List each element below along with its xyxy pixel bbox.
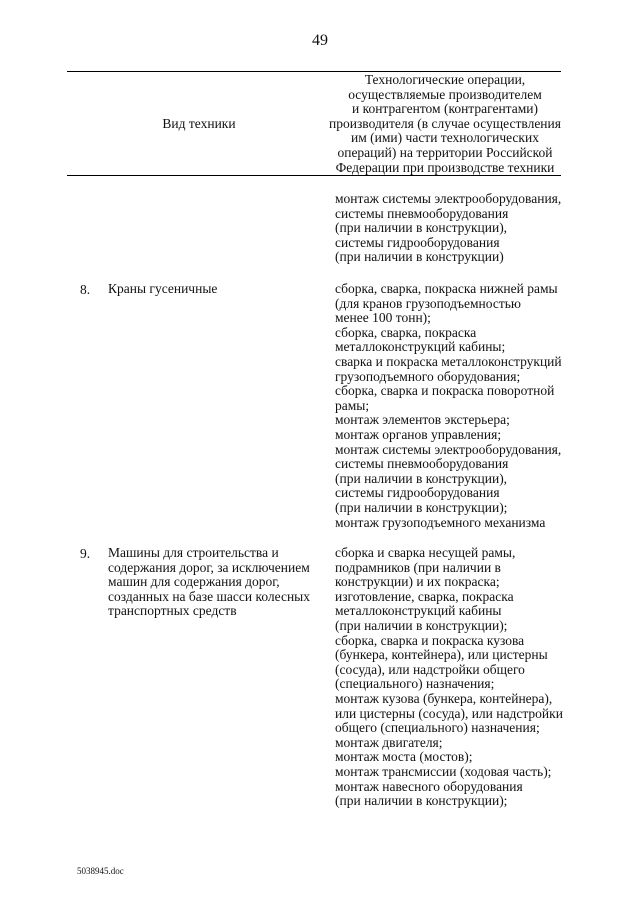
operation-line: системы пневмооборудования [335, 456, 509, 472]
operation-line: (при наличии в конструкции); [335, 499, 508, 515]
operation-line: конструкции) и их покраска; [335, 574, 500, 590]
operation-line: монтаж органов управления; [335, 426, 502, 442]
operation-line: монтаж навесного оборудования [335, 778, 523, 794]
name-line: транспортных средств [108, 603, 237, 619]
operation-line: рамы; [335, 397, 370, 413]
operation-line: монтаж трансмиссии (ходовая часть); [335, 763, 552, 779]
header-line: и контрагентом (контрагентами) [351, 101, 538, 117]
row-equipment-name [108, 545, 311, 619]
operation-line: менее 100 тонн); [335, 310, 431, 326]
operation-line: монтаж системы электрооборудования, [335, 441, 562, 457]
header-line: операций) на территории Российской [337, 144, 553, 160]
operation-line: (при наличии в конструкции); [335, 617, 508, 633]
operation-line: сборка, сварка и покраска поворотной [335, 383, 555, 399]
row-number: 8. [80, 282, 91, 297]
operation-line: (при наличии в конструкции) [335, 249, 504, 265]
operation-line: сварка и покраска металлоконструкций [335, 353, 562, 369]
operation-line: (для кранов грузоподъемностью [335, 295, 521, 311]
operation-line: подрамников (при наличии в [335, 559, 501, 575]
operation-line: монтаж двигателя; [335, 734, 443, 750]
table-header-rule [67, 175, 561, 176]
operation-line: сборка, сварка, покраска [335, 324, 477, 340]
operation-line: металлоконструкций кабины [335, 603, 502, 619]
operation-line: или цистерны (сосуда), или надстройки [335, 705, 563, 721]
name-line: машин для содержания дорог, [108, 574, 280, 590]
header-column-operations [328, 73, 562, 175]
page-number: 49 [312, 32, 328, 49]
operation-line: общего (специального) назначения; [335, 720, 540, 736]
header-line: производителя (в случае осуществления [329, 115, 561, 131]
header-column-equipment-type: Вид техники [162, 116, 236, 131]
operation-line: монтаж кузова (бункера, контейнера), [335, 690, 553, 706]
operation-line: (специального) назначения; [335, 676, 495, 692]
operation-line: сборка, сварка, покраска нижней рамы [335, 281, 558, 296]
name-line: Краны гусеничные [108, 281, 218, 296]
operation-line: (при наличии в конструкции), [335, 470, 508, 486]
operation-line: (сосуда), или надстройки общего [335, 661, 525, 677]
name-line: созданных на базе шасси колесных [108, 588, 311, 604]
header-line: им (ими) части технологических [351, 130, 539, 146]
operation-line: (при наличии в конструкции); [335, 793, 508, 809]
operation-line: изготовление, сварка, покраска [335, 588, 514, 604]
operation-line: (бункера, контейнера), или цистерны [335, 647, 548, 663]
header-line: Технологические операции, [364, 72, 526, 87]
row-operations [335, 282, 570, 530]
operation-line: монтаж системы электрооборудования, [335, 191, 562, 206]
operation-line: сборка и сварка несущей рамы, [335, 545, 516, 560]
operation-line: монтаж элементов экстерьера; [335, 412, 510, 428]
operation-line: монтаж грузоподъемного механизма [335, 514, 546, 530]
operation-line: грузоподъемного оборудования; [335, 368, 521, 384]
footer-filename: 5038945.doc [77, 866, 124, 876]
operation-line: сборка, сварка и покраска кузова [335, 632, 525, 648]
operation-line: металлоконструкций кабины; [335, 339, 506, 355]
continuation-operations [335, 192, 570, 265]
row-operations [335, 546, 570, 809]
name-line: Машины для строительства и [108, 545, 279, 560]
operation-line: системы гидрооборудования [335, 485, 500, 501]
row-equipment-name [108, 282, 308, 297]
header-line: Федерации при производстве техники [335, 159, 555, 175]
operation-line: монтаж моста (мостов); [335, 749, 473, 765]
header-line: осуществляемые производителем [348, 86, 542, 102]
name-line: содержания дорог, за исключением [108, 559, 310, 575]
row-number: 9. [80, 546, 91, 561]
operation-line: (при наличии в конструкции), [335, 220, 508, 236]
operation-line: системы гидрооборудования [335, 234, 500, 250]
operation-line: системы пневмооборудования [335, 205, 509, 221]
